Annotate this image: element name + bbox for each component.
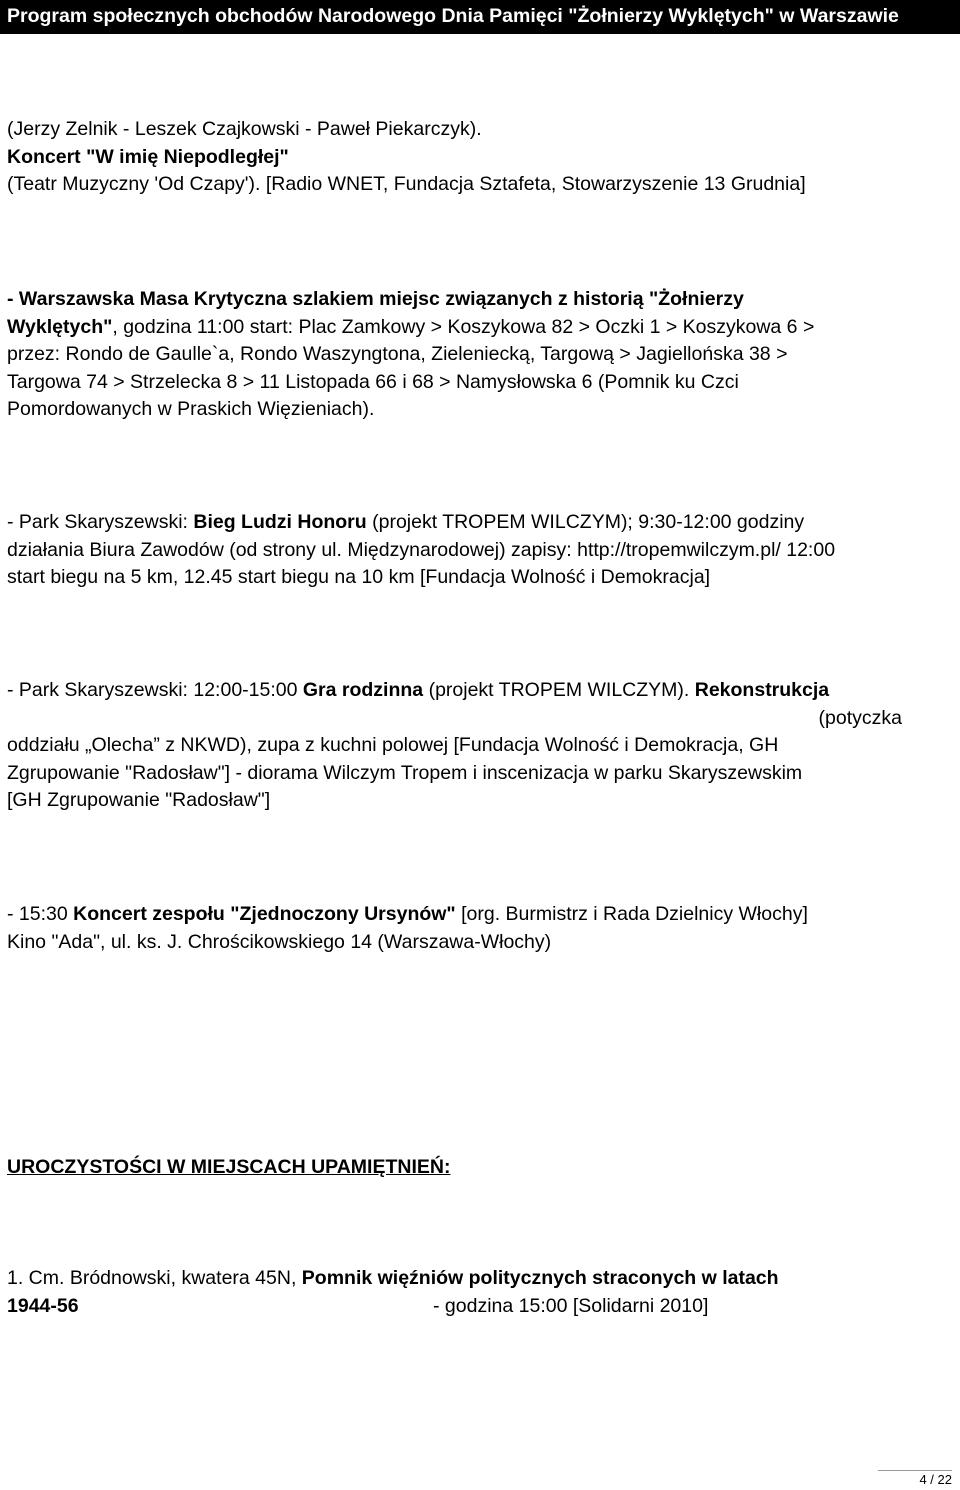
gra-title: Gra rodzinna — [302, 679, 424, 701]
bieg-title: Bieg Ludzi Honoru — [193, 511, 367, 533]
gra-line-1 — [7, 677, 955, 705]
gra-block — [7, 677, 955, 815]
masa-block — [7, 286, 955, 424]
gra-line-2: (potyczka — [818, 706, 902, 729]
gra-prefix: - Park Skaryszewski: 12:00-15:00 — [7, 679, 303, 701]
bieg-line-1 — [7, 509, 955, 537]
koncert2-block — [7, 901, 955, 956]
bieg-line-2: działania Biura Zawodów (od strony ul. Międzynarodowej) zapisy: http://tropemwilczym.pl/ 12:00 — [7, 538, 836, 561]
item1-title-1: Pomnik więźniów politycznych straconych w latach — [301, 1267, 779, 1289]
masa-route-line-1: , godzina 11:00 start: Plac Zamkowy > Koszykowa 82 > Oczki 1 > Koszykowa 6 > — [112, 315, 815, 338]
concert-authors: (Jerzy Zelnik - Leszek Czajkowski - Paweł Piekarczyk). — [7, 118, 482, 140]
item1-line-2 — [7, 1293, 955, 1321]
bieg-prefix: - Park Skaryszewski: — [7, 511, 194, 533]
section-heading: UROCZYSTOŚCI W MIEJSCACH UPAMIĘTNIEŃ: — [7, 1156, 451, 1178]
gra-line-4: Zgrupowanie "Radosław"] - diorama Wilczym Tropem i inscenizacja w parku Skaryszewskim — [7, 761, 803, 784]
koncert2-line-1 — [7, 901, 955, 929]
concert-venue-line — [7, 171, 955, 199]
masa-route-line-5: Pomordowanych w Praskich Więzieniach). — [7, 398, 375, 420]
bieg-rest-1: (projekt TROPEM WILCZYM); 9:30-12:00 godziny — [366, 511, 805, 533]
concert-block — [7, 116, 955, 199]
gra-rekonstrukcja: Rekonstrukcja — [694, 679, 830, 701]
concert-organizers: [Radio WNET, Fundacja Sztafeta, Stowarzyszenie 13 Grudnia] — [265, 173, 806, 195]
koncert2-prefix: - 15:30 — [7, 903, 74, 925]
page-number: 4 / 22 — [919, 1472, 952, 1487]
item1-prefix: 1. Cm. Bródnowski, kwatera 45N, — [7, 1267, 302, 1289]
koncert2-rest-1: [org. Burmistrz i Rada Dzielnicy Włochy] — [455, 903, 808, 925]
header-bar — [0, 0, 960, 34]
masa-line-2 — [7, 314, 955, 342]
gra-mid: (projekt TROPEM WILCZYM). — [423, 679, 695, 701]
concert-venue: (Teatr Muzyczny 'Od Czapy'). — [7, 173, 261, 195]
masa-route-line-4: Targowa 74 > Strzelecka 8 > 11 Listopada 66 i 68 > Namysłowska 6 (Pomnik ku Czci — [7, 370, 739, 393]
section-heading-block — [7, 1154, 955, 1182]
footer-rule — [878, 1470, 952, 1471]
gra-line-5: [GH Zgrupowanie "Radosław"] — [7, 789, 271, 811]
koncert2-title: Koncert zespołu "Zjednoczony Ursynów" — [73, 903, 456, 925]
item1-title-2: 1944-56 — [7, 1294, 79, 1317]
document-header-title: Program społecznych obchodów Narodowego Dnia Pamięci "Żołnierzy Wyklętych" w Warszawie — [7, 5, 899, 27]
masa-title-line-2: Wyklętych" — [7, 315, 113, 338]
masa-route-line-3: przez: Rondo de Gaulle`a, Rondo Waszyngtona, Zieleniecką, Targową > Jagiellońska 38 > — [7, 343, 788, 365]
item1-rest: - godzina 15:00 [Solidarni 2010] — [433, 1294, 709, 1317]
item1-block — [7, 1265, 955, 1320]
item1-line-1 — [7, 1265, 955, 1293]
bieg-line-3: start biegu na 5 km, 12.45 start biegu na 10 km [Fundacja Wolność i Demokracja] — [7, 566, 711, 588]
gra-line-3: oddziału „Olecha” z NKWD), zupa z kuchni polowej [Fundacja Wolność i Demokracja, GH — [7, 734, 779, 756]
masa-title-line-1: - Warszawska Masa Krytyczna szlakiem miejsc związanych z historią "Żołnierzy — [7, 288, 744, 310]
concert-title: Koncert "W imię Niepodległej" — [7, 145, 289, 168]
koncert2-line-2: Kino "Ada", ul. ks. J. Chrościkowskiego 14 (Warszawa-Włochy) — [7, 930, 552, 953]
bieg-block — [7, 509, 955, 592]
